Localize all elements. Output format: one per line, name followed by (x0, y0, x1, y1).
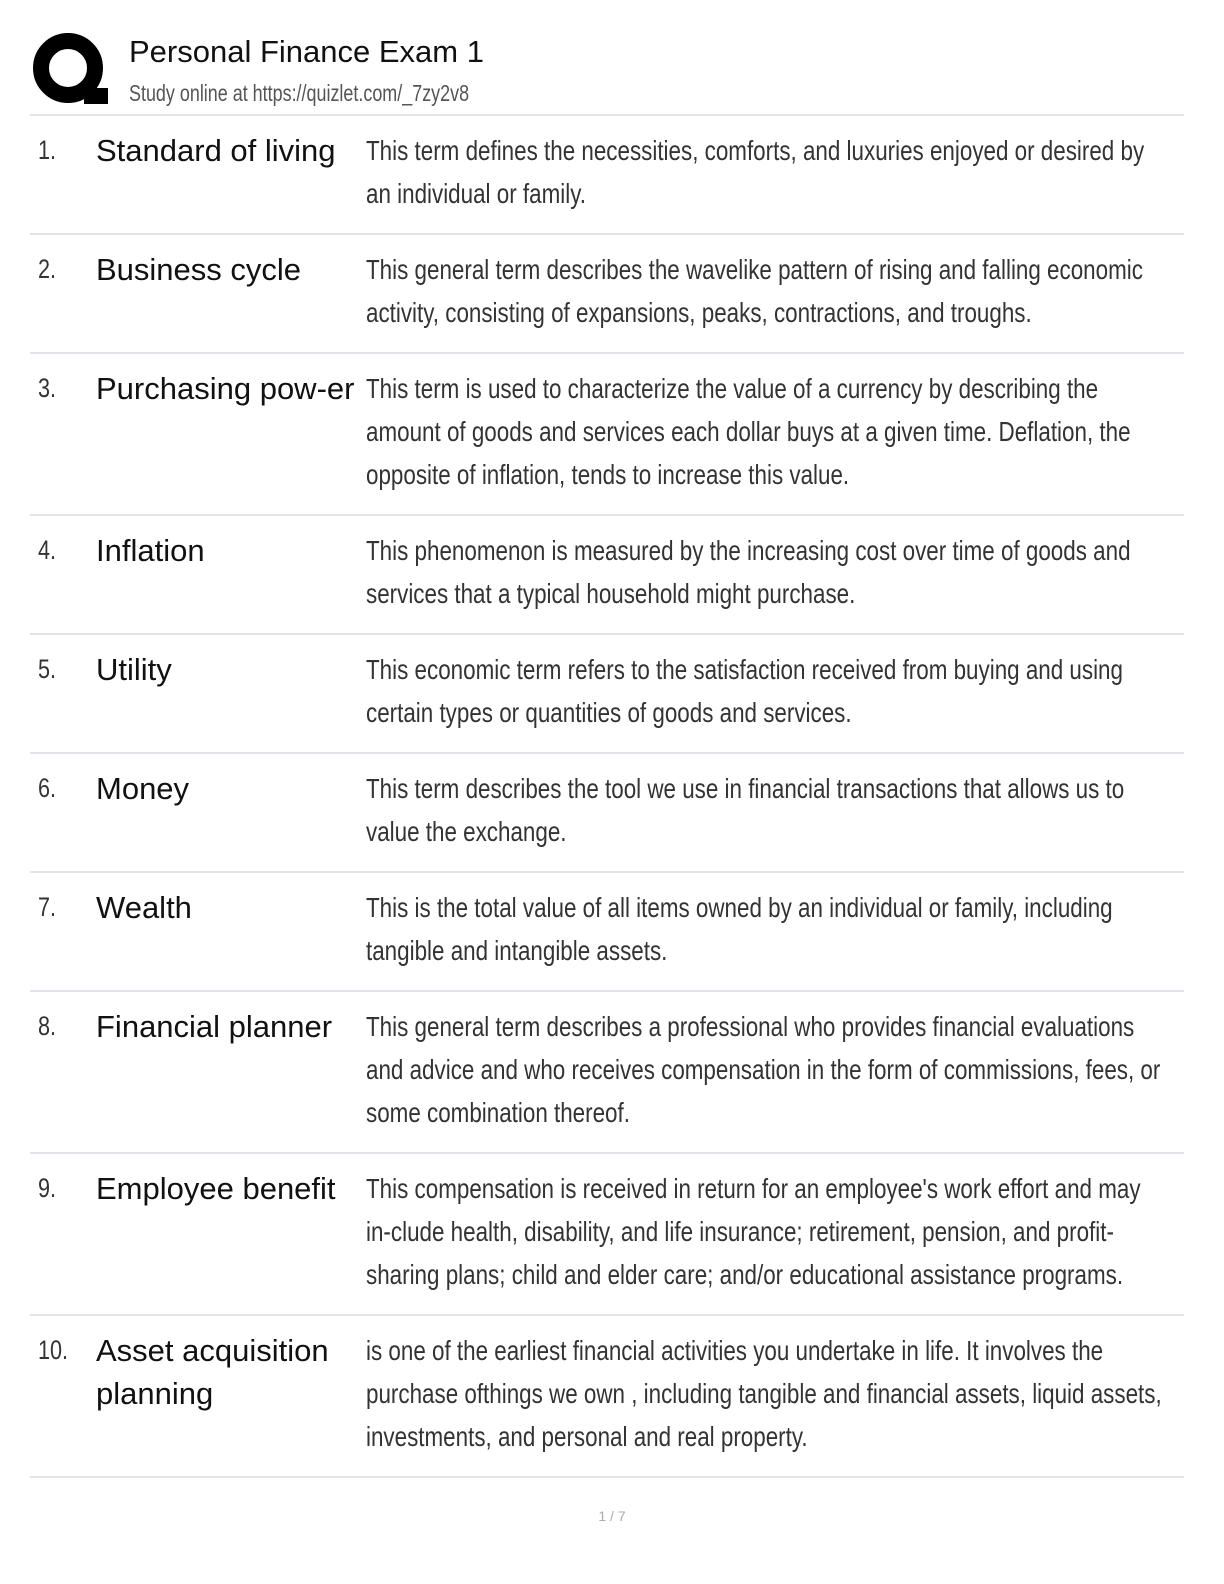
card-definition: This compensation is received in return for an employee's work effort and may in-clude health, disability, and life insurance; retirement, pension, and profit-sharing plans; child and elder care; and/or educational assistance programs. (366, 1173, 1141, 1290)
card-row (30, 516, 1184, 635)
card-row (30, 116, 1184, 235)
card-term: Purchasing pow-er (96, 371, 355, 406)
page-title: Personal Finance Exam 1 (129, 34, 484, 69)
card-definition: This term defines the necessities, comforts, and luxuries enjoyed or desired by an individual or family. (366, 135, 1145, 209)
card-term: Employee benefit (96, 1171, 336, 1206)
page-number: 1 / 7 (598, 1508, 626, 1524)
card-term: Business cycle (96, 252, 302, 287)
card-number: 9. (38, 1173, 57, 1203)
card-definition: This is the total value of all items owned by an individual or family, including tangible and intangible assets. (366, 892, 1113, 966)
quizlet-logo (32, 32, 108, 106)
card-number: 4. (38, 535, 57, 565)
card-term: Inflation (96, 533, 205, 568)
card-row (30, 1154, 1184, 1316)
card-row (30, 635, 1184, 754)
card-term: Standard of living (96, 133, 336, 168)
card-definition: This term is used to characterize the value of a currency by describing the amount of goods and services each dollar buys at a given time. Deflation, the opposite of inflation, tends to increase this value. (366, 373, 1131, 490)
card-definition: This economic term refers to the satisfaction received from buying and using certain types or quantities of goods and services. (366, 654, 1123, 728)
flashcard-list (30, 114, 1184, 1478)
card-number: 8. (38, 1011, 57, 1041)
card-row (30, 235, 1184, 354)
card-row (30, 354, 1184, 516)
card-term: Wealth (96, 890, 192, 925)
card-term: Financial planner (96, 1009, 333, 1044)
card-definition: This general term describes a professional who provides financial evaluations and advice and who receives compensation in the form of commissions, fees, or some combination thereof. (366, 1011, 1161, 1128)
card-row (30, 754, 1184, 873)
card-number: 6. (38, 773, 57, 803)
card-number: 5. (38, 654, 57, 684)
card-row (30, 992, 1184, 1154)
card-number: 7. (38, 892, 57, 922)
card-number: 3. (38, 373, 57, 403)
card-term: Money (96, 771, 190, 806)
card-definition: This general term describes the wavelike pattern of rising and falling economic activity, consisting of expansions, peaks, contractions, and troughs. (366, 254, 1143, 328)
card-definition: is one of the earliest financial activities you undertake in life. It involves the purchase ofthings we own , including tangible and financial assets, liquid assets, investments, and personal and real property. (366, 1335, 1162, 1452)
card-number: 1. (38, 135, 57, 165)
card-definition: This term describes the tool we use in financial transactions that allows us to value the exchange. (366, 773, 1125, 847)
card-term: Utility (96, 652, 172, 687)
card-row (30, 873, 1184, 992)
card-row (30, 1316, 1184, 1478)
card-term: Asset acquisition planning (96, 1333, 329, 1411)
card-number: 10. (38, 1335, 69, 1365)
study-link[interactable]: Study online at https://quizlet.com/_7zy2v8 (129, 80, 470, 106)
card-definition: This phenomenon is measured by the increasing cost over time of goods and services that a typical household might purchase. (366, 535, 1131, 609)
card-number: 2. (38, 254, 57, 284)
